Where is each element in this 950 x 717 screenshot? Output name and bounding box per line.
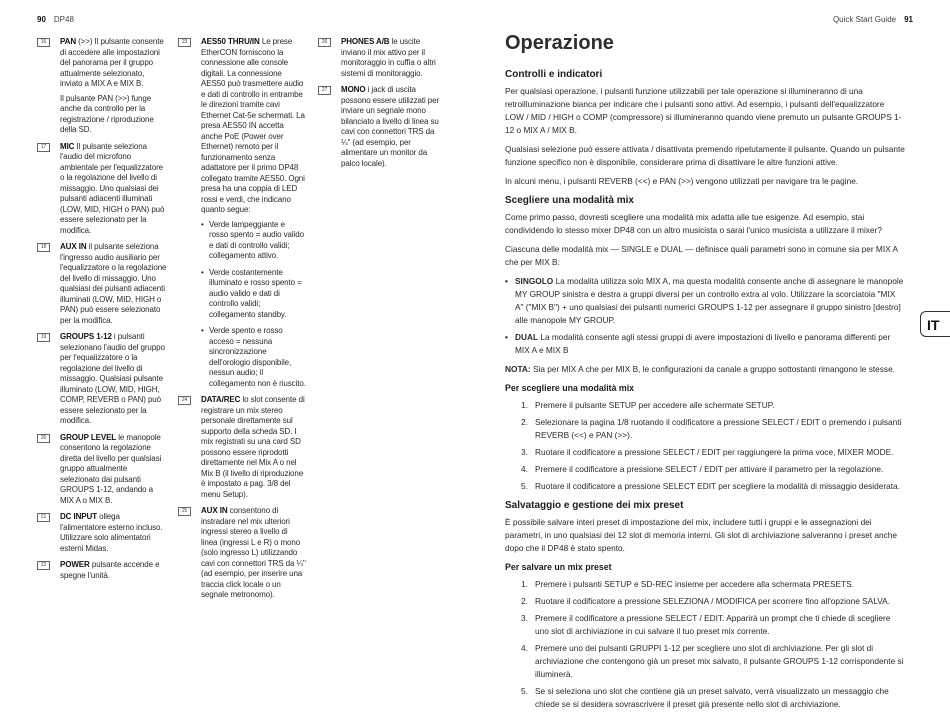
section-heading: Controlli e indicatori xyxy=(505,69,603,80)
step-number: 4. xyxy=(521,643,528,653)
step-text: Premere il codificatore a pressione SELECT / EDIT. Apparirà un prompt che ti chiede di scegliere uno slot di archiviazione in cui salvare il tuo preset mix corrente. xyxy=(535,613,891,636)
item-number: 19 xyxy=(37,333,50,342)
step-number: 2. xyxy=(521,596,528,606)
step-text: Se si seleziona uno slot che contiene già un preset salvato, verrà visualizzato un messaggio che chiede se si desidera sovrascrivere il preset già presente nello slot di archiviazione. xyxy=(535,686,889,709)
step-item xyxy=(521,399,905,412)
step-number: 3. xyxy=(521,613,528,623)
item-term: GROUP LEVEL xyxy=(60,432,117,442)
item-term: AUX IN xyxy=(60,242,87,251)
left-column-1 xyxy=(37,37,167,587)
note-label: NOTA: xyxy=(505,364,531,374)
item-number: 27 xyxy=(318,86,331,95)
item-description: consentono di instradare nel mix ulteriori ingressi stereo a livello di linea (ingressi L e R) o mono (solo ingresso L) utilizzando cavi con connettori TRS da ¼" (ad esempio, per inserire una traccia click locale o un segnale metronomo). xyxy=(201,506,306,599)
step-text: Premere uno dei pulsanti GRUPPI 1-12 per scegliere uno slot di archiviazione. Per gli slot di archiviazione che contengono già un preset mix salvato, il pulsante GROUPS 1-12 corrispondente si illuminerà. xyxy=(535,643,904,679)
item-description: (>>) Il pulsante consente di accedere alle impostazioni del panorama per il gruppo attualmente selezionato, inviato a MIX A e MIX B. xyxy=(60,37,164,88)
item-description: lo slot consente di registrare un mix stereo personale direttamente sul supporto della scheda SD. I mix registrati su una card SD possono essere riprodotti direttamente nel Mix A o nel Mix B (il livello di riproduzione è impostato a pag. 3/8 del menu Setup). xyxy=(201,395,305,499)
bullet-item: • Verde lampeggiante e rosso spento = audio valido e dati di controllo validi; collegamento attivo. xyxy=(209,220,306,262)
item-number: 18 xyxy=(37,243,50,252)
steps-list xyxy=(505,578,905,711)
paragraph: Come primo passo, dovresti scegliere una modalità mix adatta alle tue esigenze. Ad esempio, stai condividendo lo stesso mixer DP48 con un altro musicista o sarai l'unico musicista a utilizzare il mixer? xyxy=(505,212,882,235)
item-term: DC INPUT xyxy=(60,512,97,521)
item-number: 20 xyxy=(37,434,50,443)
item-term: MIC xyxy=(60,141,75,151)
section-heading: Scegliere una modalità mix xyxy=(505,195,634,206)
paragraph: Qualsiasi selezione può essere attivata / disattivata premendo ripetutamente il pulsante. Quando un pulsante funzione specifico non è disponibile, considerare prima di disattivare le altre funzioni attive. xyxy=(505,144,905,167)
list-item xyxy=(37,433,167,507)
step-item xyxy=(521,446,905,459)
left-column-2 xyxy=(178,37,306,607)
item-term: POWER xyxy=(60,560,90,569)
item-term: PAN xyxy=(60,37,76,46)
step-item xyxy=(521,416,905,442)
subsection-heading: Per scegliere una modalità mix xyxy=(505,383,635,393)
step-text: Premere il codificatore a pressione SELECT / EDIT per attivare il parametro per la regolazione. xyxy=(535,464,884,474)
step-text: Selezionare la pagina 1/8 ruotando il codificatore a pressione SELECT / EDIT o premendo i pulsanti REVERB (<<) e PAN (>>). xyxy=(535,417,902,440)
led-status-list xyxy=(201,220,306,390)
list-item xyxy=(37,37,167,136)
bullet-item: • Verde costantemente illuminato e rosso spento = audio valido e dati di controllo validi; collegamento standby. xyxy=(209,268,306,321)
step-number: 1. xyxy=(521,579,528,589)
right-page-header xyxy=(833,15,913,24)
step-item xyxy=(521,612,905,638)
step-number: 4. xyxy=(521,464,528,474)
step-number: 5. xyxy=(521,481,528,491)
left-page-title: DP48 xyxy=(53,15,74,24)
item-number: 23 xyxy=(178,38,191,47)
item-description: i jack di uscita possono essere utilizzati per inviare un segnale mono bilanciato a livello di linea su cavi con connettori TRS da ¼" (ad esempio, per alimentare un monitor da palco locale). xyxy=(341,85,440,168)
item-number: 25 xyxy=(178,507,191,516)
right-page-title: Quick Start Guide xyxy=(832,15,897,24)
paragraph: Per qualsiasi operazione, i pulsanti funzione utilizzabili per tale operazione si illumineranno di una retroilluminazione bianca per indicare che i pulsanti sono attivi. Ad esempio, i pulsanti dell'equalizzatore LOW / MID / HIGH o COMP (compressore) si illumineranno quando viene premuto un pulsante GROUPS 1-12 o MIX A / MIX B. xyxy=(505,86,902,135)
item-description: i pulsanti selezionano l'audio del gruppo per l'equalizzatore o la regolazione del livello di missaggio. Qualsiasi pulsante illuminato (LOW, MID, HIGH, COMP, REVERB o PAN) può essere selezionato per la modifica. xyxy=(60,332,165,425)
step-text: Premere il pulsante SETUP per accedere alle schermate SETUP. xyxy=(535,400,775,410)
item-number: 22 xyxy=(37,561,50,570)
step-item xyxy=(521,595,905,608)
paragraph: In alcuni menu, i pulsanti REVERB (<<) e PAN (>>) vengono utilizzati per navigare tra le pagine. xyxy=(505,176,859,186)
bullet-text: La modalità utilizza solo MIX A, ma questa modalità consente anche di assegnare le manopole MY GROUP sinistra e destra a gruppi diversi per un controllo extra al volo. Utilizzare la scorciatoia "MIX A" ("MIX B") + uno qualsiasi dei pulsanti numerici GROUPS 1-12 per assegnare il gruppo sinistro [destro] alle manopole MY GROUP. xyxy=(515,276,904,325)
step-item xyxy=(521,642,905,681)
item-number: 21 xyxy=(37,513,50,522)
item-term: DATA/REC xyxy=(201,395,241,404)
item-description: le manopole consentono la regolazione diretta del livello per qualsiasi gruppo attualmente selezionato dai pulsanti GROUPS 1-12, andando a MIX A o MIX B. xyxy=(60,432,162,505)
note-text: Sia per MIX A che per MIX B, le configurazioni da canale a gruppo sottostanti rimangono le stesse. xyxy=(530,364,896,374)
step-item xyxy=(521,463,905,476)
item-description: pulsante accende e spegne l'unità. xyxy=(60,560,160,580)
item-number: 26 xyxy=(318,38,331,47)
item-number: 24 xyxy=(178,396,191,405)
list-item xyxy=(37,560,167,581)
item-number: 17 xyxy=(37,143,50,152)
step-number: 3. xyxy=(521,447,528,457)
list-item xyxy=(37,332,167,427)
step-number: 2. xyxy=(521,417,528,427)
steps-list xyxy=(505,399,905,493)
list-item xyxy=(37,142,167,237)
left-column-3 xyxy=(318,37,443,175)
bullet-text: La modalità consente agli stessi gruppi di avere impostazioni di livello e panorama differenti per MIX A e MIX B xyxy=(515,332,891,355)
bullet-item xyxy=(515,275,905,327)
item-term: PHONES A/B xyxy=(341,37,390,46)
left-page-header xyxy=(37,15,74,24)
right-page-content xyxy=(505,30,905,717)
language-tab: IT xyxy=(920,311,950,337)
step-text: Ruotare il codificatore a pressione SELEZIONA / MODIFICA per scorrere fino all'opzione SALVA. xyxy=(535,596,890,606)
paragraph: È possibile salvare interi preset di impostazione del mix, includere tutti i gruppi e le assegnazioni dei parametri, in uno qualsiasi dei 12 slot di memoria interni. Gli slot di archiviazione salveranno i preset anche dopo che il DP48 è stato spento. xyxy=(505,517,897,553)
item-description: le uscite inviano il mix attivo per il monitoraggio in cuffia o altri sistemi di monitoraggio. xyxy=(341,37,436,78)
step-item xyxy=(521,685,905,711)
bullet-term: SINGOLO xyxy=(515,276,554,286)
item-description: il pulsante seleziona l'ingresso audio ausiliario per l'equalizzatore o la regolazione del livello di missaggio. Uno qualsiasi dei pulsanti adiacenti illuminati (LOW, MID, HIGH o PAN) può essere selezionato per la modifica. xyxy=(60,242,167,325)
paragraph: Ciascuna delle modalità mix — SINGLE e DUAL — definisce quali parametri sono in comune sia per MIX A che per MIX B: xyxy=(505,244,898,267)
list-item xyxy=(178,37,306,389)
step-text: Premere i pulsanti SETUP e SD-REC insieme per accedere alla schermata PRESETS. xyxy=(535,579,854,589)
item-description-2: Il pulsante PAN (>>) funge anche da controllo per la registrazione / riproduzione della SD. xyxy=(60,93,154,134)
bullet-item: • Verde spento e rosso acceso = nessuna sincronizzazione dell'orologio disponibile, nessun audio; il collegamento non è riuscito. xyxy=(209,326,306,389)
right-page-number: 91 xyxy=(904,15,913,24)
list-item xyxy=(37,242,167,326)
list-item xyxy=(178,506,306,601)
bullet-item xyxy=(515,331,905,357)
list-item xyxy=(178,395,306,500)
step-text: Ruotare il codificatore a pressione SELECT EDIT per scegliere la modalità di missaggio desiderata. xyxy=(535,481,900,491)
item-term: GROUPS 1-12 xyxy=(60,332,112,341)
item-number: 16 xyxy=(37,38,50,47)
list-item xyxy=(318,37,443,79)
step-item xyxy=(521,578,905,591)
item-description: Il pulsante seleziona l'audio del microfono ambientale per l'equalizzatore o la regolazione del livello di missaggio. Uno qualsiasi dei pulsanti adiacenti illuminati (LOW, MID, HIGH o PAN) può essere selezionato per la modifica. xyxy=(60,141,165,235)
section-heading: Salvataggio e gestione dei mix preset xyxy=(505,500,684,511)
step-item xyxy=(521,480,905,493)
item-term: AUX IN xyxy=(201,506,228,515)
step-text: Ruotare il codificatore a pressione SELECT / EDIT per raggiungere la prima voce, MIXER MODE. xyxy=(535,447,894,457)
page-title: Operazione xyxy=(505,32,614,54)
item-description: Le prese EtherCON forniscono la connessione alle console digitali. La connessione AES50 può trasmettere audio e dati di controllo in entrambe le direzioni tramite cavi Ethernet Cat-5e schermati. La presa AES50 IN accetta anche PoE (Power over Ethernet) remoto per il funzionamento senza adattatore per il primo DP48 collegato tramite AES50. Ogni presa ha una coppia di LED rossi e verdi, che indicano quanto segue: xyxy=(201,37,305,214)
list-item xyxy=(318,85,443,169)
bullet-term: DUAL xyxy=(515,332,539,342)
item-description: ollega l'alimentatore esterno incluso. Utilizzare solo alimentatori esterni Midas. xyxy=(60,512,163,553)
note xyxy=(505,363,905,376)
step-number: 1. xyxy=(521,400,528,410)
list-item xyxy=(37,512,167,554)
subsection-heading: Per salvare un mix preset xyxy=(505,562,612,572)
step-number: 5. xyxy=(521,686,528,696)
item-term: AES50 THRU/IN xyxy=(201,37,260,46)
mode-list xyxy=(505,275,905,357)
left-page-number: 90 xyxy=(37,15,46,24)
item-term: MONO xyxy=(341,85,366,94)
